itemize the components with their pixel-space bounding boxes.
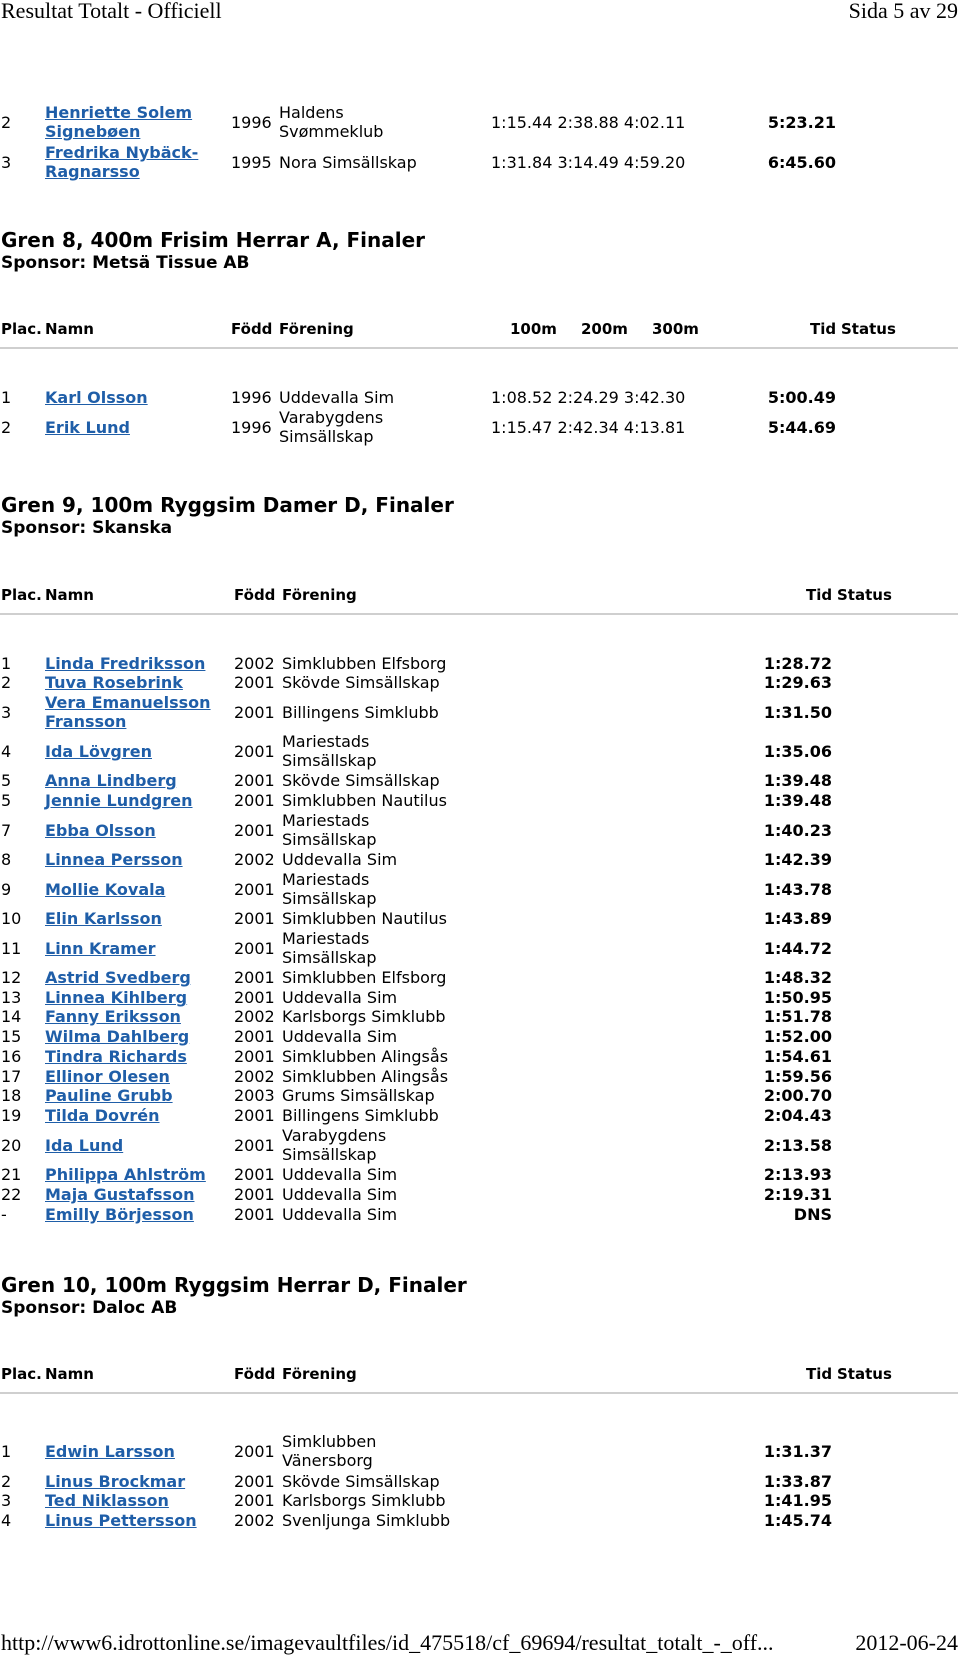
final-time: 1:39.48 [763,771,832,790]
club-name-line1: Uddevalla Sim [282,1185,398,1204]
club-name [282,1027,502,1046]
club-name-line1: Varabygdens [282,1126,387,1145]
swimmer-name-link[interactable] [45,693,215,731]
birth-year: 1995 [231,153,272,172]
swimmer-name-link[interactable] [45,988,215,1007]
final-time: 1:43.78 [763,880,832,899]
club-name [282,1007,502,1026]
col-200m: 200m [581,320,628,338]
birth-year: 2001 [234,939,275,958]
table-row [0,1086,960,1105]
swimmer-name-link[interactable] [45,1472,215,1491]
club-name-line1: Mariestads [282,929,370,948]
club-name-line1: Simklubben [282,1432,377,1451]
club-name-line1: Simklubben Elfsborg [282,654,447,673]
swimmer-name-link[interactable] [45,1185,215,1204]
birth-year: 2001 [234,821,275,840]
table-row [0,1185,960,1204]
event-title-gren-9: Gren 9, 100m Ryggsim Damer D, Finaler [1,493,454,517]
club-name [282,771,502,790]
birth-year: 2001 [234,791,275,810]
place-number: 3 [1,1491,12,1510]
club-name-line1: Mariestads [282,870,370,889]
final-time: 1:31.50 [763,703,832,722]
swimmer-name: Erik Lund [45,418,130,437]
event-sponsor-gren-10: Sponsor: Daloc AB [1,1298,178,1318]
club-name-line1: Svenljunga Simklubb [282,1511,451,1530]
place-number: 11 [1,939,22,958]
swimmer-name: Linn Kramer [45,939,156,958]
final-time: 2:13.93 [763,1165,832,1184]
table-row [0,1027,960,1046]
swimmer-name: Emilly Börjesson [45,1205,194,1224]
birth-year: 2001 [234,742,275,761]
event-title-gren-8: Gren 8, 400m Frisim Herrar A, Finaler [1,228,426,252]
final-time: 1:45.74 [763,1511,832,1530]
club-name [282,1472,502,1491]
place-number: 3 [1,153,12,172]
swimmer-name-link[interactable] [45,880,215,899]
swimmer-name: Henriette Solem [45,103,193,122]
club-name-line2: Simsällskap [279,427,374,446]
place-number: 18 [1,1086,22,1105]
place-number: 15 [1,1027,22,1046]
table-row [0,771,960,790]
table-row [0,988,960,1007]
club-name-line1: Varabygdens [279,408,384,427]
birth-year: 1996 [231,113,272,132]
club-name [282,1491,502,1510]
col-plac: Plac. [1,586,42,604]
final-time: 1:50.95 [763,988,832,1007]
club-name-line1: Uddevalla Sim [279,388,395,407]
swimmer-name-link[interactable] [45,1086,215,1105]
swimmer-name-link[interactable] [45,654,215,673]
table-row [0,103,960,141]
club-name-line1: Billingens Simklubb [282,703,439,722]
swimmer-name: Wilma Dahlberg [45,1027,190,1046]
place-number: 3 [1,703,12,722]
swimmer-name: Linda Fredriksson [45,654,206,673]
col-fodd: Född [234,586,276,604]
swimmer-name-line2: Signebøen [45,122,141,141]
club-name [282,988,502,1007]
event-title-gren-10: Gren 10, 100m Ryggsim Herrar D, Finaler [1,1273,467,1297]
col-namn: Namn [45,1365,94,1383]
place-number: 2 [1,1472,12,1491]
club-name [282,850,502,869]
table-row [0,388,960,407]
swimmer-name: Ebba Olsson [45,821,156,840]
birth-year: 1996 [231,388,272,407]
place-number: 20 [1,1136,22,1155]
club-name [279,153,499,172]
place-number: 22 [1,1185,22,1204]
swimmer-name-line2: Ragnarsso [45,162,140,181]
table-row [0,408,960,446]
swimmer-name: Linus Brockmar [45,1472,186,1491]
col-forening: Förening [282,586,357,604]
swimmer-name-link[interactable] [45,939,215,958]
birth-year: 2001 [234,1047,275,1066]
final-time: 5:44.69 [767,418,836,437]
final-time: 1:28.72 [763,654,832,673]
club-name-line2: Vänersborg [282,1451,373,1470]
swimmer-name: Mollie Kovala [45,880,166,899]
birth-year: 2001 [234,1472,275,1491]
place-number: 7 [1,821,12,840]
swimmer-name-link[interactable] [45,388,215,407]
col-plac: Plac. [1,320,42,338]
split-times: 1:15.47 2:42.34 4:13.81 [491,418,686,437]
swimmer-name: Ted Niklasson [45,1491,169,1510]
table-row [0,1007,960,1026]
swimmer-name-line2: Fransson [45,712,127,731]
table-row [0,1491,960,1510]
swimmer-name-link[interactable] [45,909,215,928]
birth-year: 2002 [234,850,275,869]
col-plac: Plac. [1,1365,42,1383]
place-number: 4 [1,742,12,761]
club-name [282,929,502,967]
place-number: 2 [1,418,12,437]
table-row [0,811,960,849]
club-name [282,732,502,770]
swimmer-name-link[interactable] [45,1136,215,1155]
final-time: 2:04.43 [763,1106,832,1125]
club-name [282,968,502,987]
club-name-line1: Uddevalla Sim [282,1205,398,1224]
club-name [282,1106,502,1125]
swimmer-name-link[interactable] [45,1442,215,1461]
final-time: 1:52.00 [763,1027,832,1046]
club-name [282,673,502,692]
swimmer-name-link[interactable] [45,418,215,437]
swimmer-name: Vera Emanuelsson [45,693,211,712]
swimmer-name-link[interactable] [45,103,215,141]
club-name-line2: Simsällskap [282,1145,377,1164]
swimmer-name: Astrid Svedberg [45,968,191,987]
swimmer-name-link[interactable] [45,1491,215,1510]
swimmer-name: Fanny Eriksson [45,1007,181,1026]
place-number: 17 [1,1067,22,1086]
table-row [0,929,960,967]
swimmer-name-link[interactable] [45,791,215,810]
club-name [282,1432,502,1470]
page-header-title: Resultat Totalt - Officiell [1,0,222,23]
birth-year: 2003 [234,1086,275,1105]
table-row [0,791,960,810]
col-tid: Tid [806,586,833,604]
birth-year: 2001 [234,1205,275,1224]
swimmer-name-link[interactable] [45,1165,215,1184]
club-name-line1: Skövde Simsällskap [282,673,440,692]
club-name-line1: Uddevalla Sim [282,1027,398,1046]
place-number: 5 [1,791,12,810]
club-name [282,1086,502,1105]
club-name-line1: Simklubben Nautilus [282,909,447,928]
table-row [0,968,960,987]
club-name-line2: Simsällskap [282,751,377,770]
swimmer-name-link[interactable] [45,143,215,181]
place-number: 14 [1,1007,22,1026]
final-time: 1:54.61 [763,1047,832,1066]
club-name-line1: Billingens Simklubb [282,1106,439,1125]
final-time: 1:51.78 [763,1007,832,1026]
birth-year: 2002 [234,1007,275,1026]
page-number: Sida 5 av 29 [848,0,958,23]
event-sponsor-gren-8: Sponsor: Metsä Tissue AB [1,253,250,273]
swimmer-name: Elin Karlsson [45,909,162,928]
final-time: 1:44.72 [763,939,832,958]
club-name-line1: Karlsborgs Simklubb [282,1491,446,1510]
final-time: 2:19.31 [763,1185,832,1204]
swimmer-name-link[interactable] [45,1205,215,1224]
birth-year: 2001 [234,1442,275,1461]
swimmer-name-link[interactable] [45,850,215,869]
final-time: 1:33.87 [763,1472,832,1491]
final-time: 1:48.32 [763,968,832,987]
club-name-line1: Mariestads [282,732,370,751]
swimmer-name: Jennie Lundgren [45,791,193,810]
final-time: 1:40.23 [763,821,832,840]
swimmer-name: Ida Lund [45,1136,124,1155]
club-name-line1: Grums Simsällskap [282,1086,435,1105]
col-namn: Namn [45,320,94,338]
swimmer-name-link[interactable] [45,1047,215,1066]
col-forening: Förening [279,320,354,338]
table-row [0,1511,960,1530]
swimmer-name: Linnea Persson [45,850,183,869]
table-row [0,909,960,928]
swimmer-name: Linnea Kihlberg [45,988,188,1007]
swimmer-name: Linus Pettersson [45,1511,197,1530]
col-forening: Förening [282,1365,357,1383]
club-name-line1: Nora Simsällskap [279,153,417,172]
split-times: 1:31.84 3:14.49 4:59.20 [491,153,686,172]
header-divider [0,613,958,615]
table-row [0,1067,960,1086]
swimmer-name: Tuva Rosebrink [45,673,183,692]
birth-year: 2001 [234,988,275,1007]
place-number: 2 [1,673,12,692]
table-row [0,1047,960,1066]
col-status: Status [837,1365,892,1383]
table-row [0,1165,960,1184]
final-time: 1:39.48 [763,791,832,810]
club-name [279,103,499,141]
birth-year: 2001 [234,1106,275,1125]
place-number: 16 [1,1047,22,1066]
birth-year: 2001 [234,968,275,987]
event-sponsor-gren-9: Sponsor: Skanska [1,518,173,538]
club-name-line2: Simsällskap [282,830,377,849]
place-number: 4 [1,1511,12,1530]
swimmer-name: Maja Gustafsson [45,1185,195,1204]
col-100m: 100m [510,320,557,338]
col-tid: Tid [806,1365,833,1383]
final-time: 1:31.37 [763,1442,832,1461]
club-name-line1: Uddevalla Sim [282,1165,398,1184]
place-number: 1 [1,654,12,673]
split-times: 1:15.44 2:38.88 4:02.11 [491,113,686,132]
birth-year: 2001 [234,1165,275,1184]
club-name-line1: Simklubben Nautilus [282,791,447,810]
table-row [0,1472,960,1491]
table-row [0,673,960,692]
col-tid: Tid [810,320,837,338]
club-name [282,1047,502,1066]
table-row [0,850,960,869]
club-name [282,909,502,928]
club-name-line1: Skövde Simsällskap [282,771,440,790]
birth-year: 2002 [234,1511,275,1530]
club-name [282,1067,502,1086]
final-time: 5:23.21 [767,113,836,132]
club-name-line2: Simsällskap [282,948,377,967]
col-fodd: Född [231,320,273,338]
club-name-line1: Uddevalla Sim [282,850,398,869]
final-time: 1:35.06 [763,742,832,761]
club-name [282,703,502,722]
club-name-line1: Simklubben Alingsås [282,1047,449,1066]
club-name-line1: Skövde Simsällskap [282,1472,440,1491]
table-row [0,1432,960,1470]
col-300m: 300m [652,320,699,338]
swimmer-name-link[interactable] [45,742,215,761]
place-number: 8 [1,850,12,869]
footer-url: http://www6.idrottonline.se/imagevaultfiles/id_475518/cf_69694/resultat_totalt_-_off... [1,1630,774,1655]
col-namn: Namn [45,586,94,604]
swimmer-name-link[interactable] [45,1511,215,1530]
club-name [279,388,499,407]
birth-year: 2002 [234,654,275,673]
swimmer-name-link[interactable] [45,968,215,987]
club-name [282,1126,502,1164]
swimmer-name: Tindra Richards [45,1047,187,1066]
club-name [282,1185,502,1204]
swimmer-name: Ellinor Olesen [45,1067,170,1086]
header-divider [0,1392,958,1394]
club-name [282,811,502,849]
swimmer-name-link[interactable] [45,1067,215,1086]
club-name-line1: Simklubben Alingsås [282,1067,449,1086]
swimmer-name: Ida Lövgren [45,742,152,761]
final-time: 1:29.63 [763,673,832,692]
club-name-line1: Haldens [279,103,344,122]
col-fodd: Född [234,1365,276,1383]
birth-year: 2001 [234,1136,275,1155]
birth-year: 2001 [234,1027,275,1046]
birth-year: 2001 [234,703,275,722]
swimmer-name-link[interactable] [45,821,215,840]
swimmer-name: Karl Olsson [45,388,148,407]
final-time: 1:41.95 [763,1491,832,1510]
club-name [282,1205,502,1224]
final-time: 2:00.70 [763,1086,832,1105]
swimmer-name: Anna Lindberg [45,771,177,790]
final-time: 1:59.56 [763,1067,832,1086]
final-time: 1:42.39 [763,850,832,869]
birth-year: 1996 [231,418,272,437]
swimmer-name-link[interactable] [45,673,215,692]
final-time: DNS [793,1205,832,1224]
swimmer-name: Pauline Grubb [45,1086,173,1105]
place-number: 19 [1,1106,22,1125]
table-row [0,143,960,181]
place-number: 21 [1,1165,22,1184]
swimmer-name-link[interactable] [45,771,215,790]
table-row [0,732,960,770]
col-status: Status [837,586,892,604]
place-number: - [1,1205,7,1224]
place-number: 1 [1,1442,12,1461]
club-name [282,1511,502,1530]
table-row [0,1106,960,1125]
club-name-line2: Svømmeklub [279,122,384,141]
place-number: 9 [1,880,12,899]
header-divider [0,347,958,349]
place-number: 2 [1,113,12,132]
table-row [0,693,960,731]
swimmer-name: Philippa Ahlström [45,1165,206,1184]
club-name-line1: Uddevalla Sim [282,988,398,1007]
swimmer-name-link[interactable] [45,1106,215,1125]
club-name-line2: Simsällskap [282,889,377,908]
place-number: 10 [1,909,22,928]
final-time: 6:45.60 [767,153,836,172]
place-number: 13 [1,988,22,1007]
birth-year: 2001 [234,1491,275,1510]
swimmer-name: Fredrika Nybäck- [45,143,199,162]
footer-date: 2012-06-24 [855,1630,958,1655]
table-row [0,870,960,908]
club-name [282,791,502,810]
club-name-line1: Mariestads [282,811,370,830]
birth-year: 2001 [234,771,275,790]
col-status: Status [841,320,896,338]
table-row [0,1205,960,1224]
birth-year: 2001 [234,1185,275,1204]
final-time: 2:13.58 [763,1136,832,1155]
club-name [279,408,499,446]
club-name [282,1165,502,1184]
club-name-line1: Karlsborgs Simklubb [282,1007,446,1026]
swimmer-name-link[interactable] [45,1007,215,1026]
final-time: 1:43.89 [763,909,832,928]
birth-year: 2001 [234,909,275,928]
table-row [0,1126,960,1164]
table-row [0,654,960,673]
swimmer-name-link[interactable] [45,1027,215,1046]
club-name [282,654,502,673]
birth-year: 2002 [234,1067,275,1086]
swimmer-name: Tilda Dovrén [45,1106,160,1125]
swimmer-name: Edwin Larsson [45,1442,175,1461]
club-name [282,870,502,908]
birth-year: 2001 [234,673,275,692]
final-time: 5:00.49 [767,388,836,407]
place-number: 5 [1,771,12,790]
place-number: 1 [1,388,12,407]
birth-year: 2001 [234,880,275,899]
club-name-line1: Simklubben Elfsborg [282,968,447,987]
split-times: 1:08.52 2:24.29 3:42.30 [491,388,686,407]
place-number: 12 [1,968,22,987]
